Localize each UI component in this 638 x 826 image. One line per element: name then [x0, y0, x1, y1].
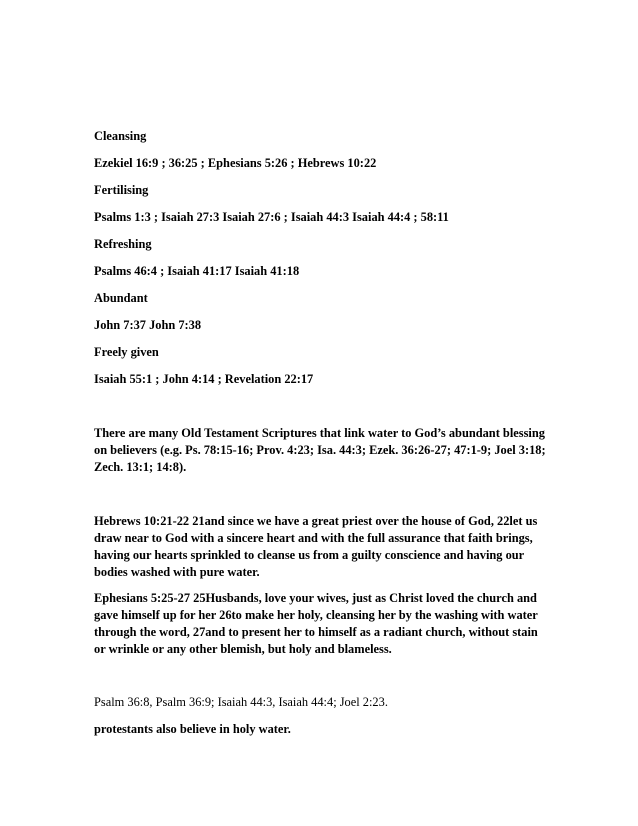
refs-abundant: John 7:37 John 7:38: [94, 318, 202, 332]
refs-fertilising: Psalms 1:3 ; Isaiah 27:3 Isaiah 27:6 ; Isaiah 44:3 Isaiah 44:4 ; 58:11: [94, 210, 449, 224]
heading-abundant: Abundant: [94, 291, 148, 305]
paragraph-old-testament: There are many Old Testament Scriptures that link water to God’s abundant blessing on believers (e.g. Ps. 78:15-16; Prov. 4:23; Isa. 44:3; Ezek. 36:26-27; 47:1-9; Joel 3:18; Zech. 13:1; 14:8).: [94, 426, 546, 474]
refs-freely-given: Isaiah 55:1 ; John 4:14 ; Revelation 22:17: [94, 372, 314, 386]
paragraph-psalm-refs: Psalm 36:8, Psalm 36:9; Isaiah 44:3, Isaiah 44:4; Joel 2:23.: [94, 695, 388, 709]
paragraph-ephesians: Ephesians 5:25-27 25Husbands, love your wives, just as Christ loved the church and gave himself up for her 26to make her holy, cleansing her by the washing with water through the word, 27and to present her to himself as a radiant church, without stain or wrinkle or any other blemish, but holy and blameless.: [94, 591, 538, 656]
heading-refreshing: Refreshing: [94, 237, 152, 251]
refs-refreshing: Psalms 46:4 ; Isaiah 41:17 Isaiah 41:18: [94, 264, 300, 278]
heading-cleansing: Cleansing: [94, 129, 147, 143]
paragraph-hebrews: Hebrews 10:21-22 21and since we have a great priest over the house of God, 22let us draw near to God with a sincere heart and with the full assurance that faith brings, having our hearts sprinkled to cleanse us from a guilty conscience and having our bodies washed with pure water.: [94, 514, 538, 579]
refs-cleansing: Ezekiel 16:9 ; 36:25 ; Ephesians 5:26 ; Hebrews 10:22: [94, 156, 377, 170]
heading-freely-given: Freely given: [94, 345, 159, 359]
heading-fertilising: Fertilising: [94, 183, 149, 197]
paragraph-closing: protestants also believe in holy water.: [94, 722, 291, 736]
